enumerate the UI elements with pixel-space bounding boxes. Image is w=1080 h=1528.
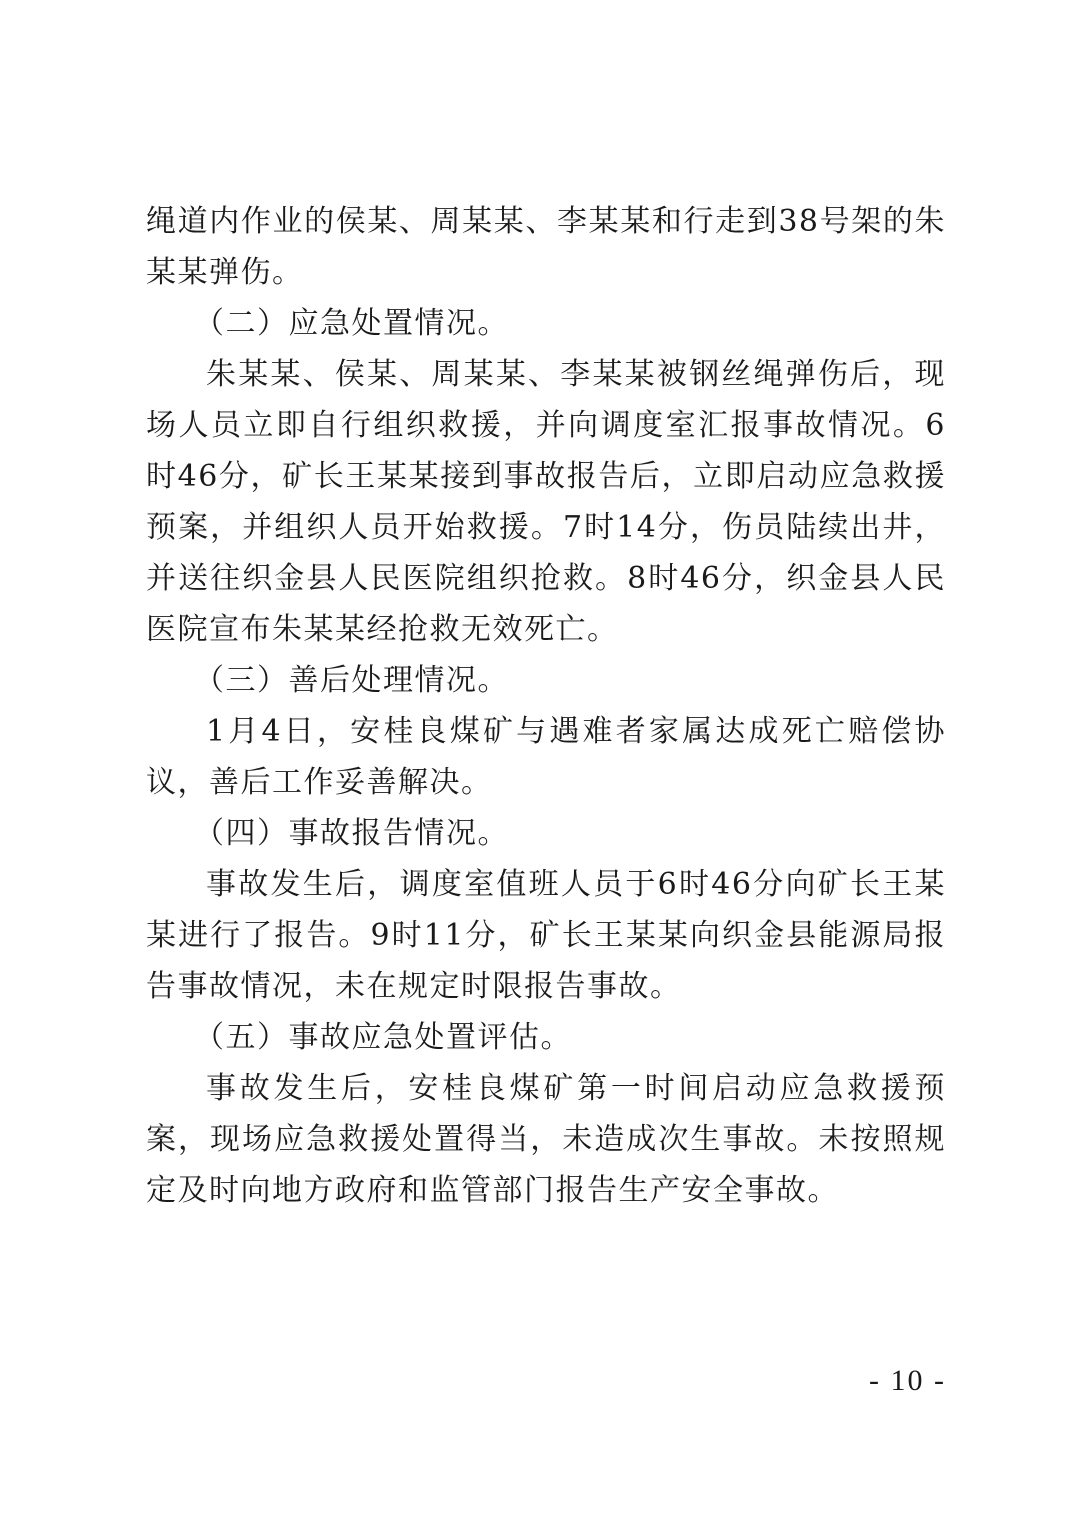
page-number: - 10 - xyxy=(869,1364,946,1397)
section-heading-emergency-response: （二）应急处置情况。 xyxy=(194,306,509,341)
section-heading-aftermath: （三）善后处理情况。 xyxy=(194,663,509,698)
section-heading-response-evaluation: （五）事故应急处置评估。 xyxy=(194,1020,572,1055)
paragraph-aftermath: 1月4日，安桂良煤矿与遇难者家属达成死亡赔偿协议，善后工作妥善解决。 xyxy=(146,714,946,800)
document-body xyxy=(146,196,946,1216)
paragraph-continuation: 绳道内作业的侯某、周某某、李某某和行走到38号架的朱某某弹伤。 xyxy=(146,204,946,290)
paragraph-response-evaluation: 事故发生后，安桂良煤矿第一时间启动应急救援预案，现场应急救援处置得当，未造成次生事故。未按照规定及时向地方政府和监管部门报告生产安全事故。 xyxy=(146,1071,946,1208)
paragraph-emergency-response: 朱某某、侯某、周某某、李某某被钢丝绳弹伤后，现场人员立即自行组织救援，并向调度室汇报事故情况。6时46分，矿长王某某接到事故报告后，立即启动应急救援预案，并组织人员开始救援。7时14分，伤员陆续出井，并送往织金县人民医院组织抢救。8时46分，织金县人民医院宣布朱某某经抢救无效死亡。 xyxy=(146,357,946,647)
paragraph-accident-report: 事故发生后，调度室值班人员于6时46分向矿长王某某进行了报告。9时11分，矿长王某某向织金县能源局报告事故情况，未在规定时限报告事故。 xyxy=(146,867,946,1004)
section-heading-accident-report: （四）事故报告情况。 xyxy=(194,816,509,851)
